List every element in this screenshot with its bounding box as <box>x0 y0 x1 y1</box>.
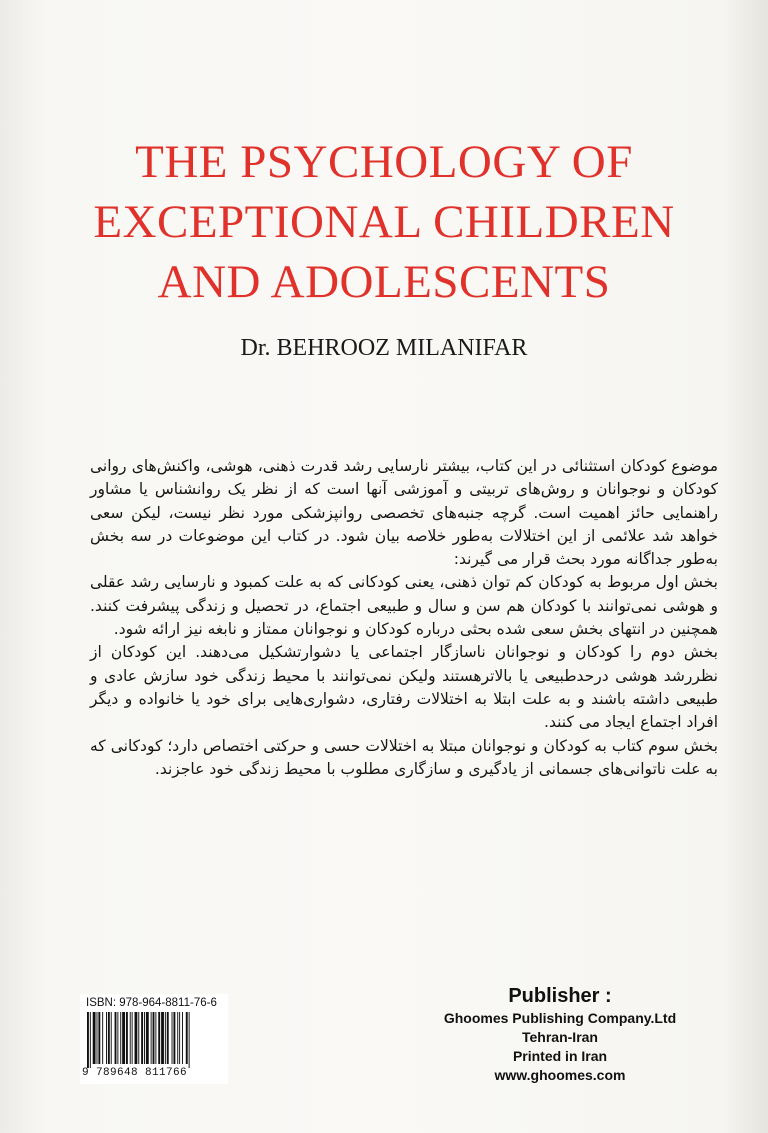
barcode-bar <box>90 1012 91 1068</box>
barcode-bar <box>97 1012 98 1064</box>
isbn-label: ISBN: 978-964-8811-76-6 <box>86 997 217 1009</box>
barcode-bar <box>182 1012 183 1064</box>
description-paragraph-3: بخش دوم را کودکان و نوجوانان ناسازگار اجتماعی یا دشوارتشکیل می‌دهند. این کودکان از نظررشد هوشی درحدطبیعی یا بالاترهستند ولیکن نمی‌توانند با محیط زندگی خود سازش عادی و طبیعی داشته باشند و به علت ابتلا به اختلالات رفتاری، دشواری‌هایی برای خود یا خانواده و دیگر افراد اجتماع ایجاد می کنند. <box>90 643 718 732</box>
barcode-bar <box>126 1012 128 1064</box>
barcode-bar <box>87 1012 89 1068</box>
publisher-website: www.ghoomes.com <box>494 1067 626 1083</box>
barcode-bar <box>155 1012 156 1064</box>
barcode-bar <box>146 1012 149 1064</box>
title-line-2: EXCEPTIONAL CHILDREN <box>93 196 675 248</box>
barcode-bar <box>144 1012 145 1064</box>
barcode-bar <box>98 1012 100 1064</box>
barcode-bar <box>179 1012 180 1064</box>
description-paragraph-1: موضوع کودکان استثنائی در این کتاب، بیشتر نارسایی رشد قدرت ذهنی، هوشی، واکنش‌های روانی کودکان و نوجوانان و روش‌های تربیتی و آموزشی آنها است که از نظر یک روانشناس یا مشاور راهنمایی حائز اهمیت است. گرچه جنبه‌های تخصصی روانپزشکی مورد نظر نیست، لیکن سعی خواهد شد علائمی از این اختلالات به‌طور خلاصه بیان شود. در کتاب این موضوعات در سه بخش به‌طور جداگانه مورد بحث قرار می گیرند: <box>90 457 718 569</box>
barcode-bar <box>93 1012 96 1064</box>
barcode-bar <box>158 1012 160 1064</box>
barcode-bar <box>102 1012 103 1064</box>
barcode-bar <box>115 1012 117 1064</box>
barcode-bar <box>172 1012 173 1064</box>
publisher-city: Tehran-Iran <box>522 1029 598 1045</box>
barcode-bar <box>141 1012 143 1064</box>
barcode-bar <box>130 1012 131 1064</box>
description-paragraph-4: بخش سوم کتاب به کودکان و نوجوانان مبتلا به اختلالات حسی و حرکتی اختصاص دارد؛ کودکانی که به علت ناتوانی‌های جسمانی از یادگیری و سازگاری مطلوب با محیط زندگی خود عاجزند. <box>90 736 718 778</box>
author-name: Dr. BEHROOZ MILANIFAR <box>240 335 528 361</box>
barcode-bar <box>120 1012 121 1064</box>
barcode-bar <box>106 1012 107 1064</box>
barcode-bar <box>117 1012 118 1064</box>
barcode-bar <box>108 1012 110 1064</box>
barcode-bar <box>135 1012 138 1064</box>
publisher-heading: Publisher : <box>508 985 612 1007</box>
barcode-bar <box>167 1012 169 1064</box>
barcode-bar <box>132 1012 133 1064</box>
barcode-digits: 9 789648 811766 <box>82 1067 188 1079</box>
barcode-bar <box>186 1012 188 1064</box>
description-paragraph-2: بخش اول مربوط به کودکان کم توان ذهنی، یعنی کودکانی که به علت کمبود و نارسایی رشد عقلی و هوشی نمی‌توانند با کودکان هم سن و سال و طبیعی اجتماع، در تحصیل و زندگی پیشرفت کنند. همچنین در انتهای بخش سعی شده بحثی درباره کودکان و نوجوانان ممتاز و نابغه نیز ارائه شود. <box>90 573 718 639</box>
barcode-icon <box>84 1012 224 1068</box>
barcode-bar <box>111 1012 112 1064</box>
barcode-bar <box>153 1012 155 1064</box>
barcode-bar <box>138 1012 139 1064</box>
barcode-bar <box>122 1012 125 1064</box>
book-title <box>0 132 768 312</box>
isbn-barcode-box <box>80 994 228 1084</box>
barcode-bar <box>177 1012 178 1064</box>
title-line-3: AND ADOLESCENTS <box>157 256 611 308</box>
barcode-bar <box>165 1012 166 1064</box>
barcode-bar <box>161 1012 164 1064</box>
title-line-1: THE PSYCHOLOGY OF <box>135 136 633 188</box>
barcode-bar <box>151 1012 152 1064</box>
book-description <box>90 455 718 781</box>
printed-in: Printed in Iran <box>512 1048 608 1064</box>
publisher-name: Ghoomes Publishing Company.Ltd <box>443 1010 677 1026</box>
publisher-info <box>410 983 710 1085</box>
barcode-bar <box>173 1012 175 1064</box>
barcode-bar <box>189 1012 190 1068</box>
